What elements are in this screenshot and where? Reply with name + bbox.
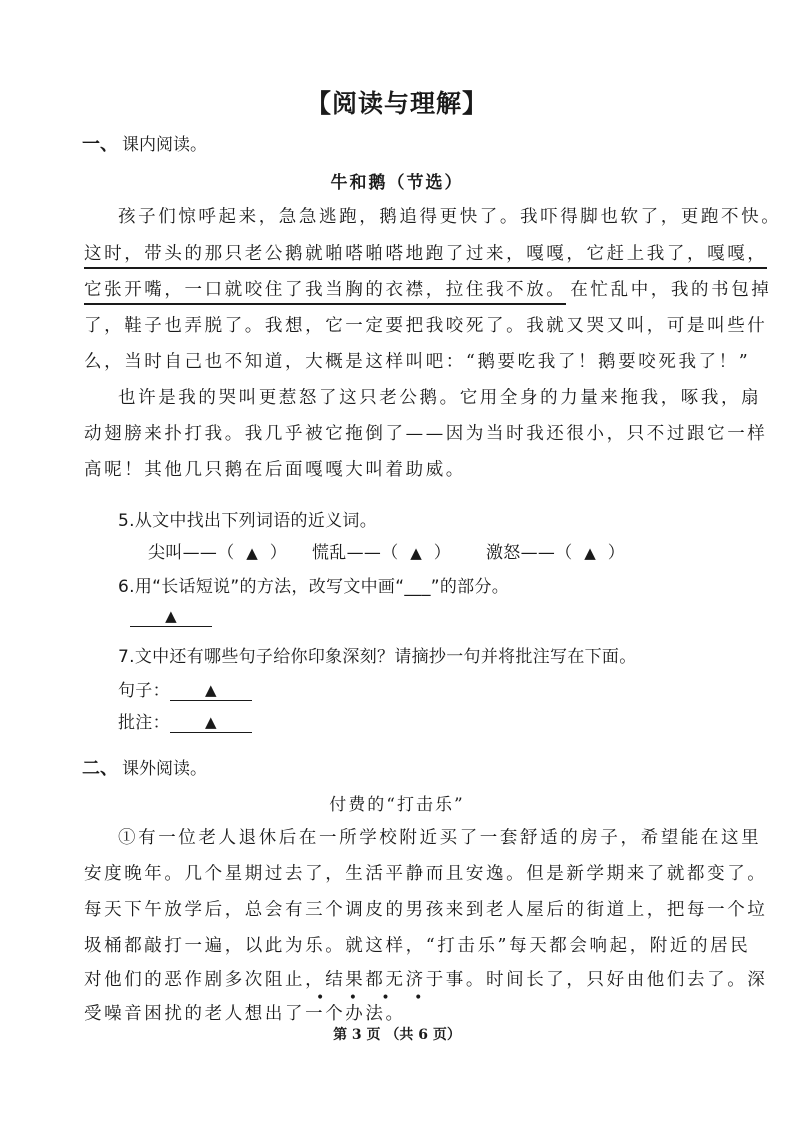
question-6: 6.用“长话短说”的方法，改写文中画“___”的部分。 <box>118 577 510 597</box>
page-footer: 第 3 页 （共 6 页） <box>333 1027 461 1043</box>
passage-1-line: 也许是我的哭叫更惹怒了这只老公鹅。它用全身的力量来拖我，啄我，扇 <box>118 388 762 408</box>
answer-mark: ▲ <box>410 544 423 562</box>
passage-2-line: 每天下午放学后，总会有三个调皮的男孩来到老人屋后的街道上，把每一个垃 <box>84 900 768 920</box>
passage-1-title: 牛和鹅（节选） <box>330 173 464 193</box>
q5-item-1 <box>148 538 287 563</box>
passage-1-line-underlined <box>84 240 767 265</box>
passage-1-line: 动翅膀来扑打我。我几乎被它拖倒了——因为当时我还很小，只不过跟它一样 <box>84 424 768 444</box>
q5-close: ） <box>269 543 288 563</box>
sentence-label: 句子： <box>118 681 170 701</box>
passage-2-line: 安度晚年。几个星期过去了，生活平静而且安逸。但是新学期来了就都变了。 <box>84 864 768 884</box>
passage-2-title: 付费的“打击乐” <box>329 795 465 815</box>
underlined-text: 这时，带头的那只老公鹅就啪嗒啪嗒地跑了过来，嘎嘎，它赶上我了，嘎嘎， <box>84 244 767 269</box>
question-7: 7.文中还有哪些句子给你印象深刻？请摘抄一句并将批注写在下面。 <box>118 647 637 667</box>
question-5: 5.从文中找出下列词语的近义词。 <box>118 511 378 531</box>
emphasis-dots: • • • • <box>316 990 433 1006</box>
q5-close: ） <box>433 543 452 563</box>
answer-mark: ▲ <box>584 544 597 562</box>
answer-mark: ▲ <box>170 680 252 701</box>
passage-1-line: 高呢！其他几只鹅在后面嘎嘎大叫着助威。 <box>84 460 466 480</box>
section-1-number: 一、 <box>82 134 118 155</box>
passage-2-line: ①有一位老人退休后在一所学校附近买了一套舒适的房子，希望能在这里 <box>118 828 762 848</box>
plain-text: 在忙乱中，我的书包掉 <box>570 280 772 300</box>
passage-1-line: 了，鞋子也弄脱了。我想，它一定要把我咬死了。我就又哭又叫，可是叫些什 <box>84 316 768 336</box>
section-2-label: 课外阅读。 <box>122 759 207 779</box>
q5-item-3 <box>486 538 625 563</box>
passage-1-line: 孩子们惊呼起来，急急逃跑，鹅追得更快了。我吓得脚也软了，更跑不快。 <box>118 207 782 227</box>
q5-item-2 <box>312 538 451 563</box>
passage-1-line <box>84 276 771 301</box>
answer-mark: ▲ <box>130 606 212 627</box>
answer-mark: ▲ <box>170 712 252 733</box>
q5-close: ） <box>607 543 626 563</box>
passage-1-line: 么，当时自己也不知道，大概是这样叫吧：“鹅要吃我了！鹅要咬死我了！” <box>84 352 751 372</box>
passage-2-line: 圾桶都敲打一遍，以此为乐。就这样，“打击乐”每天都会响起，附近的居民 <box>84 936 751 956</box>
answer-mark: ▲ <box>246 544 259 562</box>
q7-sentence-row[interactable] <box>118 676 252 701</box>
passage-2-line: 对他们的恶作剧多次阻止，结果都无济于事。时间长了，只好由他们去了。深 <box>84 970 768 990</box>
section-2-heading <box>82 754 207 780</box>
underlined-text: 它张开嘴，一口就咬住了我当胸的衣襟，拉住我不放。 <box>84 280 566 305</box>
q5-word: 慌乱——（ <box>312 543 399 563</box>
q7-note-row[interactable] <box>118 708 252 733</box>
section-2-number: 二、 <box>82 758 118 779</box>
note-label: 批注： <box>118 713 170 733</box>
section-1-label: 课内阅读。 <box>122 135 207 155</box>
passage-2-line: 受噪音困扰的老人想出了一个办法。 <box>84 1004 406 1024</box>
q6-answer[interactable] <box>130 606 212 627</box>
q5-word: 激怒——（ <box>486 543 573 563</box>
page-title: 【阅读与理解】 <box>305 89 488 118</box>
q5-word: 尖叫——（ <box>148 543 235 563</box>
section-1-heading <box>82 130 207 156</box>
